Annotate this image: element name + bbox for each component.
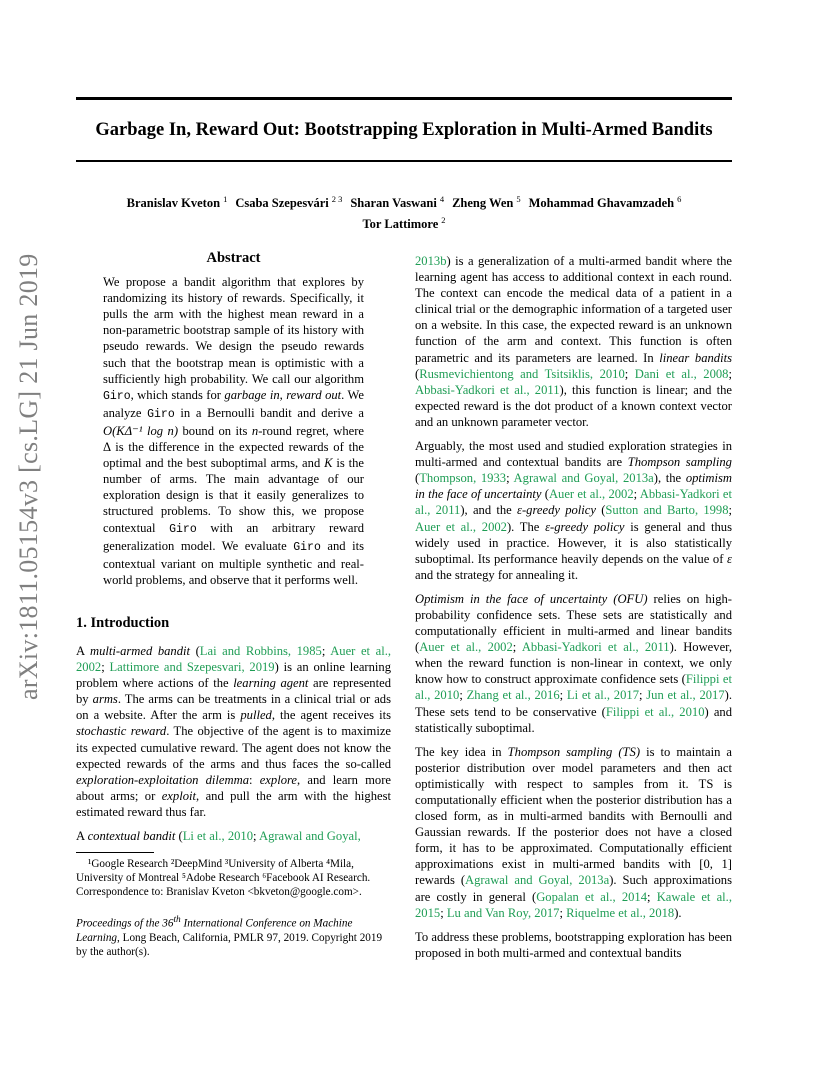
text-run: :	[249, 772, 260, 787]
citation-link[interactable]: Li et al., 2010	[182, 829, 254, 843]
text-run: O(KΔ⁻¹ log n)	[103, 423, 179, 438]
text-run: , the agent receives its	[271, 708, 391, 723]
text-run: Giro	[147, 407, 175, 421]
authors-line-1	[76, 191, 732, 212]
citation-link[interactable]: Abbasi-Yadkori et al., 2011	[521, 640, 670, 655]
citation-link[interactable]: Zhang et al., 2016	[466, 688, 560, 703]
text-run: (	[415, 366, 420, 381]
citation-link[interactable]: Lu and Van Roy, 2017	[446, 905, 560, 920]
text-run: Giro	[103, 389, 131, 403]
author	[350, 196, 444, 210]
text-run: exploration-exploitation dilemma	[76, 772, 249, 787]
right-paragraph-3	[415, 591, 732, 736]
text-run: -round regret, where Δ is the difference in the expected rewards of the optimal and the best suboptimal arms, and	[103, 423, 364, 471]
footnotes	[76, 857, 391, 959]
citation-link[interactable]: Lai and Robbins, 1985	[199, 643, 322, 658]
text-run: ) and statistically suboptimal.	[415, 704, 732, 735]
citation-link[interactable]: Auer et al., 2002	[415, 519, 507, 534]
right-column	[415, 253, 732, 969]
author-name: Mohammad Ghavamzadeh	[528, 196, 675, 211]
right-paragraph-4	[415, 744, 732, 921]
text-run: ). The	[506, 519, 546, 534]
author-affiliation-mark: 5	[516, 194, 521, 204]
text-run: ;	[647, 889, 657, 904]
text-run: A	[76, 643, 90, 658]
author-name: Branislav Kveton	[126, 196, 221, 211]
text-run: explore	[259, 772, 298, 787]
citation-link[interactable]: Filippi et al., 2010	[415, 672, 732, 703]
author-name: Csaba Szepesvári	[235, 196, 329, 211]
author-name: Tor Lattimore	[362, 217, 439, 232]
text-run: ;	[253, 829, 259, 843]
text-run: ), the	[653, 471, 686, 486]
text-run: We propose a bandit algorithm that explores by randomizing its history of rewards. Specifically, it pulls the arm with the highest mean reward in a non-parametric bootstrap sample of its history with pseudo rewards. We design the pseudo rewards such that the bootstrap mean is optimistic with a sufficiently high probability. We call our algorithm	[103, 275, 364, 386]
text-run: garbage in, reward out	[224, 387, 342, 402]
title-bottom-rule	[76, 160, 732, 162]
text-run: contextual bandit	[87, 829, 176, 843]
text-run: K	[324, 456, 333, 471]
section-heading-introduction: 1. Introduction	[76, 614, 170, 631]
author-list	[76, 191, 732, 233]
text-run: ;	[440, 905, 447, 920]
text-run: Proceedings of the 36	[76, 917, 174, 930]
text-run: multi-armed bandit	[89, 643, 191, 658]
text-run: optimism in the face of uncertainty	[415, 471, 732, 502]
citation-link[interactable]: Gopalan et al., 2014	[536, 889, 648, 904]
citation-link[interactable]: Jun et al., 2017	[646, 688, 725, 703]
text-run: ), this function is linear; and the expected reward is the dot product of a known context vector and an unknown parameter vector.	[415, 382, 732, 429]
text-run: ε-greedy policy	[545, 519, 625, 534]
citation-link[interactable]: Filippi et al., 2010	[605, 704, 705, 719]
citation-link[interactable]: Auer et al., 2002	[76, 643, 392, 675]
right-paragraph-5	[415, 929, 732, 961]
left-column	[76, 250, 391, 967]
text-run: bound on its	[178, 423, 252, 438]
text-run: ).	[674, 905, 682, 920]
text-run: ;	[512, 640, 522, 655]
paper-title: Garbage In, Reward Out: Bootstrapping Exploration in Multi-Armed Bandits	[95, 120, 713, 140]
text-run: ;	[459, 688, 467, 703]
text-run: ;	[624, 366, 635, 381]
text-run: th	[173, 915, 181, 926]
text-run: Giro	[169, 522, 197, 536]
text-run: learning agent	[233, 676, 309, 691]
text-run: (	[595, 503, 606, 518]
text-run: ). These sets tend to be conservative (	[415, 688, 732, 719]
citation-link[interactable]: Abbasi-Yadkori et al., 2011	[415, 487, 732, 518]
text-run: . The arms can be treatments in a clinical trial or ads on a website. After the arm is	[76, 692, 392, 723]
text-run: ). Such approximations are costly in general (	[415, 873, 732, 904]
citation-link[interactable]: Riquelme et al., 2018	[566, 905, 675, 920]
author	[235, 196, 342, 210]
footnote-rule	[76, 852, 154, 853]
author	[362, 217, 445, 231]
text-run: A	[76, 829, 88, 843]
text-run: (	[415, 471, 420, 486]
citation-link[interactable]: Agrawal and Goyal,	[258, 829, 361, 843]
text-run: (	[175, 829, 183, 843]
text-run: Arguably, the most used and studied exploration strategies in multi-armed and contextual bandits are	[415, 439, 732, 470]
text-run: Giro	[293, 540, 321, 554]
text-run: International Conference on Machine Learning	[76, 917, 353, 944]
text-run: , Long Beach, California, PMLR 97, 2019. Copyright 2019 by the author(s).	[76, 931, 383, 958]
abstract-text	[103, 274, 364, 588]
text-run: (	[541, 487, 549, 502]
top-rule	[76, 97, 732, 100]
text-run: The key idea in	[415, 744, 508, 759]
author-name: Zheng Wen	[452, 196, 514, 211]
author-affiliation-mark: 2 3	[331, 194, 343, 204]
text-run: ;	[559, 905, 567, 920]
text-run: arms	[92, 692, 118, 707]
proceedings-text	[76, 913, 391, 959]
citation-link[interactable]: Agrawal and Goyal, 2013a	[513, 471, 654, 486]
citation-link[interactable]: Dani et al., 2008	[634, 366, 729, 381]
citation-link[interactable]: Kawale et al., 2015	[415, 889, 732, 920]
text-run: pulled	[240, 708, 272, 723]
citation-link[interactable]: Lattimore and Szepesvari, 2019	[109, 660, 275, 675]
text-run: is general and thus widely used in practice. However, it is also statistically suboptimal. Its performance heavily depends on the value of	[415, 519, 732, 566]
text-run: is the number of arms. The main advantage of our exploration design is that it easily generalizes to structured problems. To show this, we propose contextual	[103, 456, 364, 535]
text-run: ;	[321, 643, 331, 658]
text-run: in a Bernoulli bandit and derive a	[174, 405, 364, 420]
text-run: linear bandits	[659, 350, 732, 365]
text-run: are represented by	[76, 676, 391, 707]
author	[127, 196, 228, 210]
text-run: n	[251, 423, 259, 438]
text-run: , and pull the arm with the highest estimated reward thus far.	[76, 788, 391, 819]
citation-link[interactable]: Thompson, 1933	[419, 471, 507, 486]
text-run: ;	[559, 688, 567, 703]
author-affiliation-mark: 1	[223, 194, 228, 204]
author-affiliation-mark: 6	[677, 194, 682, 204]
text-run: ) is a generalization of a multi-armed bandit where the learning agent has access to additional context in each round. The context can encode the medical data of a patient in a clinical trial or the demographic information of a targeted user on a website. In this case, the expected reward is an unknown function of the arm and context. This function is often parametric and its parameters are learned. In	[415, 254, 732, 365]
text-run: ;	[101, 660, 110, 675]
arxiv-stamp: arXiv:1811.05154v3 [cs.LG] 21 Jun 2019	[14, 253, 43, 700]
text-run: is to maintain a posterior distribution over model parameters and then act optimistically with respect to samples from it. TS is computationally efficient when the posterior distribution has a closed form, as in multi-armed bandits with Bernoulli and Gaussian rewards. If the posterior does not have a closed form, it has to be approximated. Computationally efficient approximations exist in multi-armed bandits with [0, 1] rewards (	[415, 744, 732, 888]
text-run: ;	[728, 503, 733, 518]
text-run: , which stands for	[130, 387, 225, 402]
text-run: and its contextual variant on multiple synthetic and real-world problems, and observe that it performs well.	[103, 538, 364, 587]
citation-link[interactable]: Auer et al., 2002	[419, 640, 513, 655]
text-run: stochastic reward	[76, 724, 167, 739]
text-run: relies on high-probability confidence sets. These sets are statistically and computationally efficient in multi-armed and linear bandits (	[415, 591, 732, 655]
citation-link[interactable]: Li et al., 2017	[566, 688, 639, 703]
author-affiliation-mark: 4	[439, 194, 445, 204]
affiliations-footnote: ¹Google Research ²DeepMind ³University of Alberta ⁴Mila, University of Montreal ⁵Adobe Research ⁶Facebook AI Research. Correspondence to: Branislav Kveton <bkveton@google.com>.	[76, 858, 371, 899]
text-run: Optimism in the face of uncertainty (OFU)	[415, 591, 648, 606]
text-run: ;	[639, 688, 647, 703]
text-run: ). However, when the reward function is non-linear in context, we only know how to construct approximate confidence sets (	[415, 640, 732, 687]
citation-link[interactable]: Sutton and Barto, 1998	[605, 503, 729, 518]
authors-line-2	[76, 212, 732, 233]
text-run: Thompson sampling (TS)	[507, 744, 641, 759]
text-run: , and learn more about arms; or	[76, 772, 392, 803]
text-run: exploit	[161, 788, 196, 803]
text-run: Thompson sampling	[627, 455, 732, 470]
citation-link[interactable]: Abbasi-Yadkori et al., 2011	[415, 382, 560, 397]
text-run: ε	[727, 551, 732, 566]
text-run: ) is an online learning problem where actions of the	[76, 660, 391, 691]
text-run: (	[190, 643, 200, 658]
citation-link[interactable]: Auer et al., 2002	[548, 487, 634, 502]
right-paragraph-1	[415, 253, 732, 430]
proceedings-note	[76, 913, 391, 959]
citation-link[interactable]: 2013b	[415, 254, 447, 268]
text-run: . The objective of the agent is to maximize its expected cumulative reward. The agent does not know the expected rewards of the arms and thus faces the so-called	[76, 724, 391, 771]
citation-link[interactable]: Agrawal and Goyal, 2013a	[465, 873, 610, 888]
intro-paragraph-1	[76, 643, 391, 820]
author	[529, 196, 682, 210]
text-run: ;	[506, 471, 514, 486]
text-run: and the strategy for annealing it.	[415, 567, 578, 582]
text-run: ε-greedy policy	[517, 503, 596, 518]
author-affiliation-mark: 2	[441, 215, 446, 226]
text-run: with an arbitrary reward generalization model. We evaluate	[103, 520, 364, 553]
right-paragraph-2	[415, 438, 732, 583]
author-name: Sharan Vaswani	[350, 196, 437, 211]
text-run: ), and the	[460, 503, 517, 518]
text-run: ;	[728, 366, 732, 381]
abstract-heading: Abstract	[206, 250, 261, 266]
intro-paragraph-2	[76, 828, 391, 844]
text-run: To address these problems, bootstrapping exploration has been proposed in both multi-armed and contextual bandits	[415, 929, 732, 960]
citation-link[interactable]: Rusmevichientong and Tsitsiklis, 2010	[419, 366, 625, 381]
text-run: . We analyze	[103, 387, 364, 420]
author	[452, 196, 521, 210]
text-run: ;	[633, 487, 640, 502]
